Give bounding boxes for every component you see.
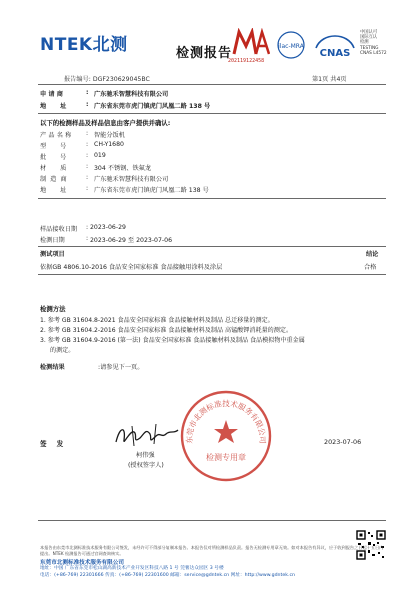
cnas-caption [360, 30, 387, 56]
divider [38, 84, 386, 85]
maker-label: 制造商 [40, 176, 71, 183]
ilac-text: ilac-MRA [278, 43, 304, 50]
handwritten-signature-icon [112, 420, 182, 450]
cnas-caption-line: 检测 [360, 40, 369, 46]
seal-subtext: 检测专用章 [206, 453, 246, 462]
seal-text: 东莞市北测标准技术服务有限公司 [184, 398, 268, 444]
test-date-label: 检测日期 [40, 237, 65, 244]
sample-intro: 以下的检测样品及样品信息由客户提供并确认: [40, 119, 171, 127]
received-date-value: 2023-06-29 [90, 224, 126, 231]
report-number-value: DGF230629045BC [92, 76, 150, 83]
result-header: 结论 [366, 251, 379, 258]
batch-label: 批号 [40, 154, 81, 161]
report-title: 检测报告 [176, 46, 233, 61]
report-number-label: 报告编号: [64, 76, 91, 83]
divider [38, 520, 386, 521]
method-3-cont: 的测定。 [50, 347, 75, 354]
conclusion-item: 依据GB 4806.10-2016 食品安全国家标准 食品接触用涂料及涂层 [40, 264, 223, 271]
maker-address-label: 地址 [40, 187, 81, 194]
report-page: NTEK北测 检测报告 202119122458 ilac-MRA CNAS 中国认可 国际互认 检测 TESTING CNAS L4572 报告编号: DGF230629045BC 第1页 共4页 申请商 : 广东驰禾智慧科技有限公司 地址 : 广东省东莞市虎门镇虎门风凰二路 138 号 以下的检测样品及样品信息由客户提供并确认: 产品名称 : 智能分饭机 型号 : CH-Y1680 批号 : 019 材质 : 304 不锈钢、铁氟龙 制造商 : 广东驰禾智慧科技有限公司 地址 : 广东省东莞市虎门镇虎门风凰二路 138 号 样品接收日期 : 2023-06-29 检测日期 : 2023-06-29 至 2023-07-06 测试项目 结论 依据GB 4806.10-2016 食品安全国家标准 食品接触用涂料及涂层 合格 检测方法 1. 参考 GB 31604.8-2021 食品安全国家标准 食品接触材料及制品 总迁移量的测定。 2. 参考 GB 31604.2-2016 食品安全国家标准 食品接触材料及制品 高锰酸钾消耗量的测定。 3. 参考 GB 31604.9-2016 (第一法) 食品安全国家标准 食品接触材料及制品 食品模拟物中重金属 的测定。 检测结果 :请参见下一页。 东莞市北测标准技术服务有限公司 检测专用章 签发 柯伟强 (授权签字人) 2023-07-06 本报告由东莞市北测标准技术服务有限公司签发，未经许可不得部分复制本报告。本报告仅对所检测样品负责。报告无检测专用章无效。如对本报告有异议，应于收到报告之日起十五日内提出。NTEK 检测报告可通过官网查询核实。 东莞市北测标准技术服务有限公司 地址：中国 广东省东莞市松山湖高新技术产业开发区科技八路 1 号 莞薯达众园区 3 号楼 电话：(+86-769) 22301666 传真：(+86-769) 22301600 邮箱：service@gdntek.cn 网址：http://www.gdntek.cn [0, 0, 420, 594]
results-label: 检测结果 [40, 364, 65, 371]
material-value: 304 不锈钢、铁氟龙 [94, 165, 152, 172]
model-value: CH-Y1680 [94, 141, 124, 148]
divider [38, 198, 386, 199]
issue-date: 2023-07-06 [324, 438, 362, 446]
results-value: :请参见下一页。 [98, 364, 144, 371]
footer-company: 东莞市北测标准技术服务有限公司 [40, 560, 124, 566]
batch-value: 019 [94, 152, 106, 159]
footer-address: 地址：中国 广东省东莞市松山湖高新技术产业开发区科技八路 1 号 莞薯达众园区 3 号楼 [40, 566, 224, 571]
address-label: 地址 [40, 103, 81, 110]
material-label: 材质 [40, 165, 81, 172]
address-value: 广东省东莞市虎门镇虎门风凰二路 138 号 [94, 103, 211, 110]
report-number [64, 74, 150, 83]
model-label: 型号 [40, 143, 81, 150]
maker-address-value: 广东省东莞市虎门镇虎门风凰二路 138 号 [94, 187, 209, 194]
cnas-caption-line: 国际互认 [360, 35, 378, 41]
cma-logo-icon [232, 28, 270, 58]
method-3: 3. 参考 GB 31604.9-2016 (第一法) 食品安全国家标准 食品接触材料及制品 食品模拟物中重金属 [40, 337, 305, 344]
conclusion-result: 合格 [364, 264, 377, 271]
methods-title: 检测方法 [40, 305, 66, 313]
divider [38, 274, 386, 275]
method-2: 2. 参考 GB 31604.2-2016 食品安全国家标准 食品接触材料及制品 高锰酸钾消耗量的测定。 [40, 327, 293, 334]
method-1: 1. 参考 GB 31604.8-2021 食品安全国家标准 食品接触材料及制品 总迁移量的测定。 [40, 317, 274, 324]
test-date-value: 2023-06-29 至 2023-07-06 [90, 237, 173, 244]
sample-name-value: 智能分饭机 [94, 132, 125, 139]
accreditation-logos [228, 26, 408, 72]
test-item-header: 测试项目 [40, 251, 65, 258]
ilac-mra-logo-icon [276, 30, 306, 60]
cnas-caption-line: CNAS L4572 [360, 50, 387, 56]
disclaimer-text: 本报告由东莞市北测标准技术服务有限公司签发，未经许可不得部分复制本报告。本报告仅对所检测样品负责。报告无检测专用章无效。如对本报告有异议，应于收到报告之日起十五日内提出。NTEK 检测报告可通过官网查询核实。 [40, 545, 384, 556]
divider [38, 246, 386, 247]
received-date-label: 样品接收日期 [40, 226, 78, 233]
cma-number: 202119122458 [228, 58, 265, 64]
signer-role: (授权签字人) [128, 462, 164, 469]
cnas-logo-icon [312, 28, 358, 62]
cnas-text: CNAS [319, 48, 351, 59]
maker-value: 广东驰禾智慧科技有限公司 [94, 176, 169, 183]
ntek-logo: NTEK北测 [40, 35, 128, 55]
official-seal-icon [178, 388, 274, 484]
cnas-caption-line: 中国认可 [360, 30, 378, 35]
cnas-caption-line: TESTING [360, 45, 379, 51]
signer-name: 柯伟强 [136, 452, 155, 459]
applicant-value: 广东驰禾智慧科技有限公司 [94, 91, 169, 98]
sample-name-label: 产品名称 [40, 132, 74, 139]
issue-label: 签发 [40, 440, 74, 448]
divider [38, 113, 386, 114]
page-indicator: 第1页 共4页 [312, 76, 347, 83]
applicant-label: 申请商 [40, 91, 66, 98]
footer-contact: 电话：(+86-769) 22301666 传真：(+86-769) 22301600 邮箱：service@gdntek.cn 网址：http://www.gdntek.cn [40, 573, 295, 578]
